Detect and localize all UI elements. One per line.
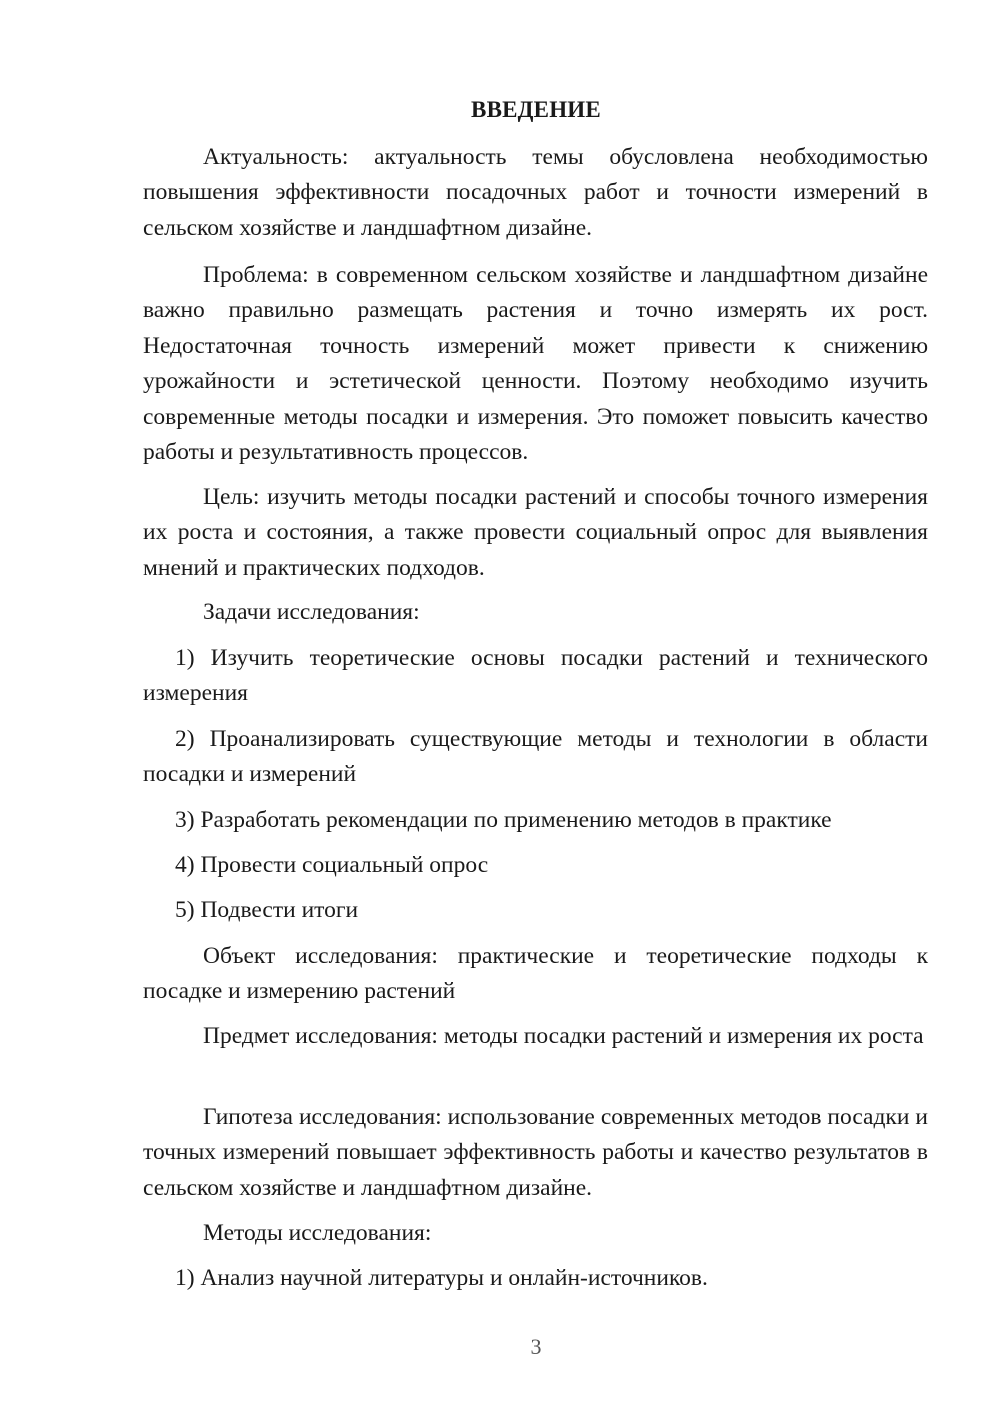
task-item: 4) Провести социальный опрос (175, 852, 489, 878)
methods-heading: Методы исследования: (203, 1220, 432, 1246)
goal-paragraph: Цель: изучить методы посадки растений и способы точного измерения их роста и состояния, а также провести социальный опрос для выявления мнений и практических подходов. (143, 484, 928, 581)
tasks-heading: Задачи исследования: (203, 599, 420, 625)
task-item: 3) Разработать рекомендации по применению методов в практике (175, 807, 832, 833)
hypothesis-paragraph: Гипотеза исследования: использование современных методов посадки и точных измерений повышает эффективность работы и качество результатов в сельском хозяйстве и ландшафтном дизайне. (143, 1104, 928, 1201)
task-item: 1) Изучить теоретические основы посадки растений и технического измерения (143, 645, 928, 707)
problem-paragraph: Проблема: в современном сельском хозяйстве и ландшафтном дизайне важно правильно размещать растения и точно измерять их рост. Недостаточная точность измерений может привести к снижению урожайности и эстетической ценности. Поэтому необходимо изучить современные методы посадки и измерения. Это поможет повысить качество работы и результативность процессов. (143, 262, 928, 466)
method-item: 1) Анализ научной литературы и онлайн-источников. (175, 1265, 708, 1291)
task-item: 5) Подвести итоги (175, 897, 359, 923)
page-title: ВВЕДЕНИЕ (471, 97, 601, 122)
subject-paragraph: Предмет исследования: методы посадки растений и измерения их роста (203, 1023, 924, 1049)
relevance-paragraph: Актуальность: актуальность темы обусловлена необходимостью повышения эффективности посадочных работ и точности измерений в сельском хозяйстве и ландшафтном дизайне. (143, 144, 928, 241)
object-paragraph: Объект исследования: практические и теоретические подходы к посадке и измерению растений (143, 943, 928, 1005)
task-item: 2) Проанализировать существующие методы и технологии в области посадки и измерений (143, 726, 928, 788)
page-number: 3 (530, 1334, 542, 1359)
